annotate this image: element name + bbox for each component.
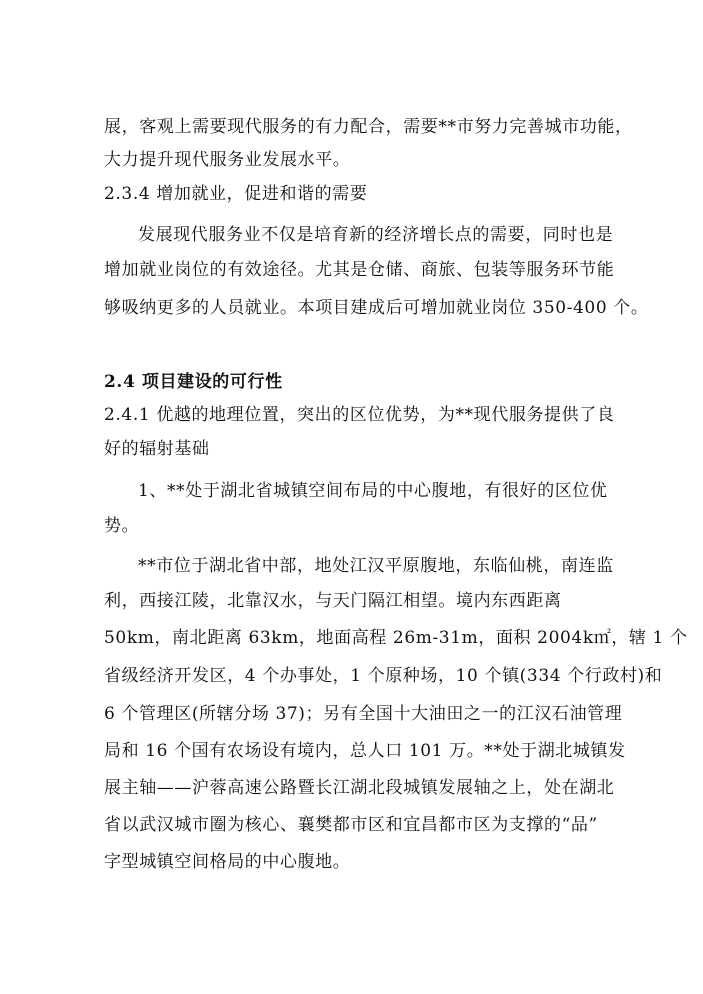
text-line: 省级经济开发区，4 个办事处，1 个原种场，10 个镇(334 个行政村)和 (104, 666, 663, 686)
text-line: 展，客观上需要现代服务的有力配合，需要**市努力完善城市功能， (104, 117, 633, 137)
text-line: 省以武汉城市圈为核心、襄樊都市区和宜昌都市区为支撑的“品” (104, 815, 598, 835)
text-line: 发展现代服务业不仅是培育新的经济增长点的需要，同时也是 (138, 225, 614, 245)
text-line: 够吸纳更多的人员就业。本项目建成后可增加就业岗位 350-400 个。 (104, 298, 649, 318)
subsection-heading: 好的辐射基础 (104, 439, 210, 459)
text-line: 50km，南北距离 63km，地面高程 26m-31m，面积 2004k㎡，辖 1 个 (104, 628, 688, 648)
text-line: 6 个管理区(所辖分场 37)；另有全国十大油田之一的江汉石油管理 (104, 704, 623, 724)
section-heading: 2.3.4 增加就业，促进和谐的需要 (104, 184, 368, 204)
text-line: 大力提升现代服务业发展水平。 (104, 150, 351, 170)
subsection-heading: 2.4.1 优越的地理位置，突出的区位优势，为**现代服务提供了良 (104, 405, 615, 425)
text-line: 势。 (104, 516, 140, 536)
section-heading: 2.4 项目建设的可行性 (104, 372, 283, 392)
text-line: 字型城镇空间格局的中心腹地。 (104, 852, 351, 872)
text-line: 1、**处于湖北省城镇空间布局的中心腹地，有很好的区位优 (138, 481, 608, 501)
text-line: 局和 16 个国有农场设有境内，总人口 101 万。**处于湖北城镇发 (104, 741, 626, 761)
text-line: 展主轴——沪蓉高速公路暨长江湖北段城镇发展轴之上，处在湖北 (104, 778, 615, 798)
text-line: 利，西接江陵，北靠汉水，与天门隔江相望。境内东西距离 (104, 591, 562, 611)
text-line: 增加就业岗位的有效途径。尤其是仓储、商旅、包装等服务环节能 (104, 260, 615, 280)
text-line: **市位于湖北省中部，地处江汉平原腹地，东临仙桃，南连监 (138, 556, 614, 576)
